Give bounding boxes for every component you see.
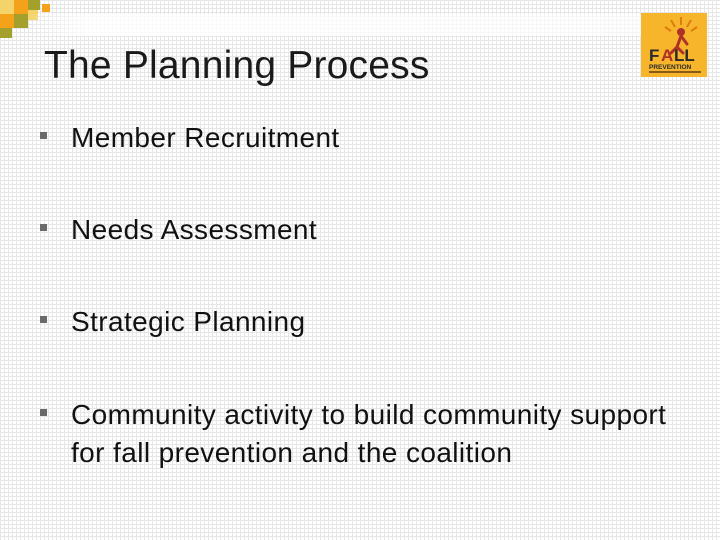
svg-text:A: A: [661, 46, 674, 65]
bullet-marker-icon: [40, 132, 47, 139]
bullet-marker-icon: [40, 316, 47, 323]
bullet-marker-icon: [40, 224, 47, 231]
slide-title: The Planning Process: [44, 44, 430, 87]
title-band: [28, 14, 648, 36]
bullet-text: Community activity to build community support for fall prevention and the coalition: [71, 399, 667, 468]
bullet-item: [40, 396, 690, 472]
bullet-item: [40, 303, 690, 341]
fall-prevention-logo-icon: [641, 13, 707, 77]
svg-text:F: F: [649, 46, 660, 65]
svg-text:LL: LL: [674, 46, 695, 65]
bullet-item: [40, 119, 690, 157]
bullet-item: [40, 211, 690, 249]
svg-text:PREVENTION: PREVENTION: [649, 64, 692, 71]
bullet-text: Member Recruitment: [71, 122, 340, 153]
bullet-text: Needs Assessment: [71, 214, 318, 245]
bullet-text: Strategic Planning: [71, 306, 306, 337]
bullet-marker-icon: [40, 409, 47, 416]
